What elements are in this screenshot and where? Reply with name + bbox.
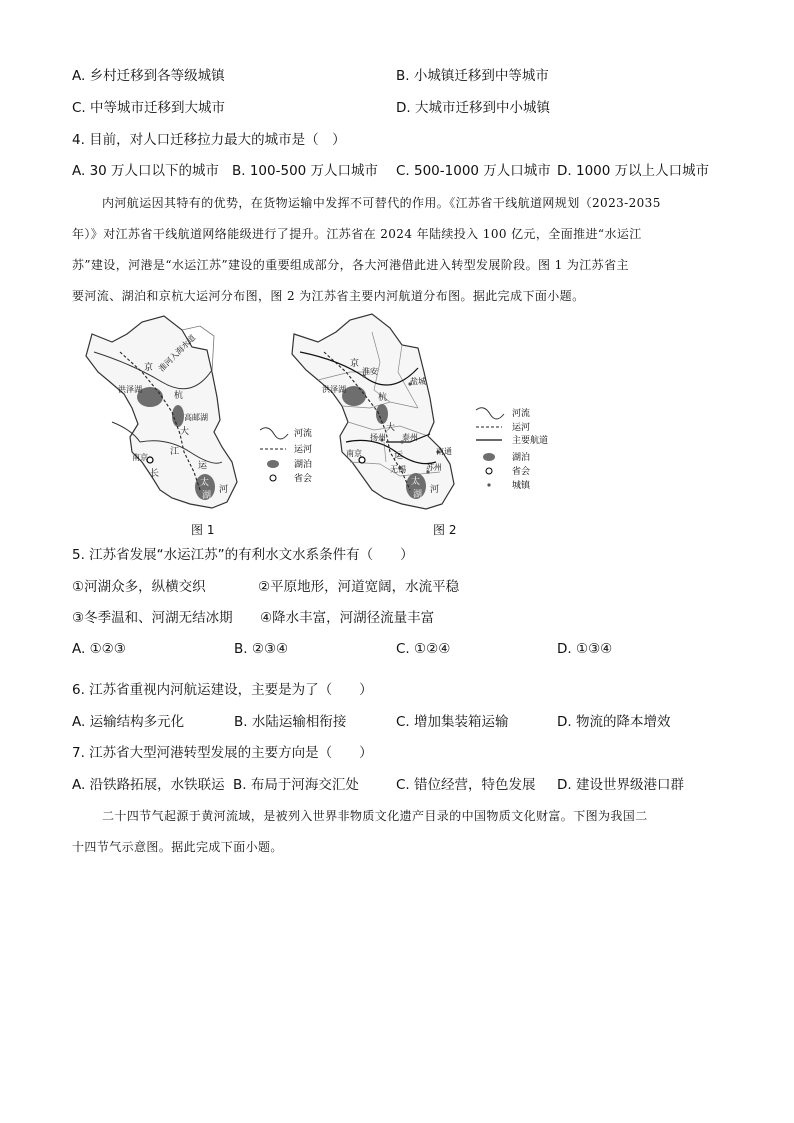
label-yun: 运 xyxy=(394,451,404,461)
label-tai: 太 xyxy=(200,478,210,488)
legend-canal-label: 运河 xyxy=(294,445,313,455)
q7-option-b: B. 布局于河海交汇处 xyxy=(233,777,359,793)
label-tai: 太 xyxy=(411,477,421,487)
province-outline xyxy=(86,316,237,508)
label-hang: 杭 xyxy=(174,391,184,401)
passage2-line2: 十四节气示意图。据此完成下面小题。 xyxy=(72,840,283,854)
label-wuxi: 无锡 xyxy=(390,465,406,474)
q4-option-d: D. 1000 万以上人口城市 xyxy=(557,163,710,179)
q7-option-c: C. 错位经营，特色发展 xyxy=(396,777,536,793)
q5-statement-1: ①河湖众多，纵横交织 xyxy=(72,579,206,595)
label-suzhou: 苏州 xyxy=(426,463,442,472)
q5-option-c: C. ①②④ xyxy=(396,641,451,657)
legend-canal-label: 运河 xyxy=(512,423,531,433)
q5-option-b: B. ②③④ xyxy=(234,641,289,657)
label-yancheng: 盐城 xyxy=(410,377,426,386)
legend-town-label: 城镇 xyxy=(512,481,531,491)
label-he: 河 xyxy=(219,485,229,495)
passage1-line1: 内河航运因其特有的优势，在货物运输中发挥不可替代的作用。《江苏省干线航道网规划（2023-2035 xyxy=(102,196,661,210)
q6-stem: 6. 江苏省重视内河航运建设，主要是为了（ ） xyxy=(72,682,373,698)
label-jiang: 江 xyxy=(170,447,180,457)
legend-route-label: 主要航道 xyxy=(512,436,549,446)
q4-option-c: C. 500-1000 万人口城市 xyxy=(396,163,551,179)
figure-1-map xyxy=(72,312,322,517)
q5-stem: 5. 江苏省发展“水运江苏”的有利水文水系条件有（ ） xyxy=(72,547,414,563)
q3-option-d: D. 大城市迁移到中小城镇 xyxy=(396,100,550,116)
label-yangzhou: 扬州 xyxy=(370,433,386,442)
q7-option-a: A. 沿铁路拓展，水铁联运 xyxy=(72,777,225,793)
label-hongze-lake: 洪泽湖 xyxy=(118,385,142,394)
figure-2-legend xyxy=(476,407,548,491)
q6-option-c: C. 增加集装箱运输 xyxy=(396,714,509,730)
passage2-line1: 二十四节气起源于黄河流域，是被列入世界非物质文化遗产目录的中国物质文化财富。下图为我国二 xyxy=(102,809,648,823)
passage1-line3: 苏”建设，河港是“水运江苏”建设的重要组成部分，各大河港借此进入转型发展阶段。图 1 为江苏省主 xyxy=(72,258,629,272)
legend-river-label: 河流 xyxy=(512,409,531,419)
q5-option-a: A. ①②③ xyxy=(72,641,126,657)
label-nanjing: 南京 xyxy=(346,449,362,458)
q3-option-a: A. 乡村迁移到各等级城镇 xyxy=(72,68,225,84)
q3-option-b: B. 小城镇迁移到中等城市 xyxy=(396,68,549,84)
q4-stem: 4. 目前，对人口迁移拉力最大的城市是（ ） xyxy=(72,132,346,148)
q6-option-d: D. 物流的降本增效 xyxy=(557,714,671,730)
label-nanjing: 南京 xyxy=(132,453,148,462)
q5-statement-2: ②平原地形，河道宽阔，水流平稳 xyxy=(258,579,460,595)
label-hu: 湖 xyxy=(202,491,212,501)
figure-2-caption: 图 2 xyxy=(433,523,457,537)
q4-option-a: A. 30 万人口以下的城市 xyxy=(72,163,220,179)
label-da: 大 xyxy=(180,427,190,437)
q6-option-a: A. 运输结构多元化 xyxy=(72,714,185,730)
legend-capital-label: 省会 xyxy=(512,467,531,477)
label-he: 河 xyxy=(430,485,440,495)
q5-statement-3: ③冬季温和、河湖无结冰期 xyxy=(72,610,233,626)
label-gaoyou-lake: 高邮湖 xyxy=(184,413,208,422)
q4-option-b: B. 100-500 万人口城市 xyxy=(232,163,379,179)
figure-1-caption: 图 1 xyxy=(191,523,215,537)
q7-stem: 7. 江苏省大型河港转型发展的主要方向是（ ） xyxy=(72,745,373,761)
q7-option-d: D. 建设世界级港口群 xyxy=(557,777,684,793)
label-jing: 京 xyxy=(144,363,154,373)
province-outline xyxy=(292,314,454,509)
label-taizhou: 泰州 xyxy=(402,433,418,442)
legend-river-label: 河流 xyxy=(294,429,313,439)
q5-option-d: D. ①③④ xyxy=(557,641,613,657)
label-huaian: 淮安 xyxy=(362,367,378,376)
q5-statement-4: ④降水丰富，河湖径流量丰富 xyxy=(260,610,435,626)
legend-capital-label: 省会 xyxy=(294,474,313,484)
label-zhang: 长 xyxy=(150,469,160,479)
figure-2-map xyxy=(290,312,580,517)
label-nantong: 南通 xyxy=(436,447,452,456)
passage1-line2: 年）》对江苏省干线航道网络能级进行了提升。江苏省在 2024 年陆续投入 100 亿元，全面推进“水运江 xyxy=(72,227,642,241)
label-huaihe-channel: 淮河入海水道 xyxy=(157,333,198,374)
label-hongze-lake: 洪泽湖 xyxy=(322,385,346,394)
passage1-line4: 要河流、湖泊和京杭大运河分布图，图 2 为江苏省主要内河航道分布图。据此完成下面小题。 xyxy=(72,289,585,303)
label-hu: 湖 xyxy=(413,490,423,500)
q3-option-c: C. 中等城市迁移到大城市 xyxy=(72,100,226,116)
label-jing: 京 xyxy=(350,359,360,369)
label-yun: 运 xyxy=(198,461,208,471)
q6-option-b: B. 水陆运输相衔接 xyxy=(234,714,347,730)
label-da: 大 xyxy=(386,423,396,433)
legend-lake-label: 湖泊 xyxy=(512,453,531,463)
label-hang: 杭 xyxy=(378,393,388,403)
legend-lake-label: 湖泊 xyxy=(294,460,313,470)
